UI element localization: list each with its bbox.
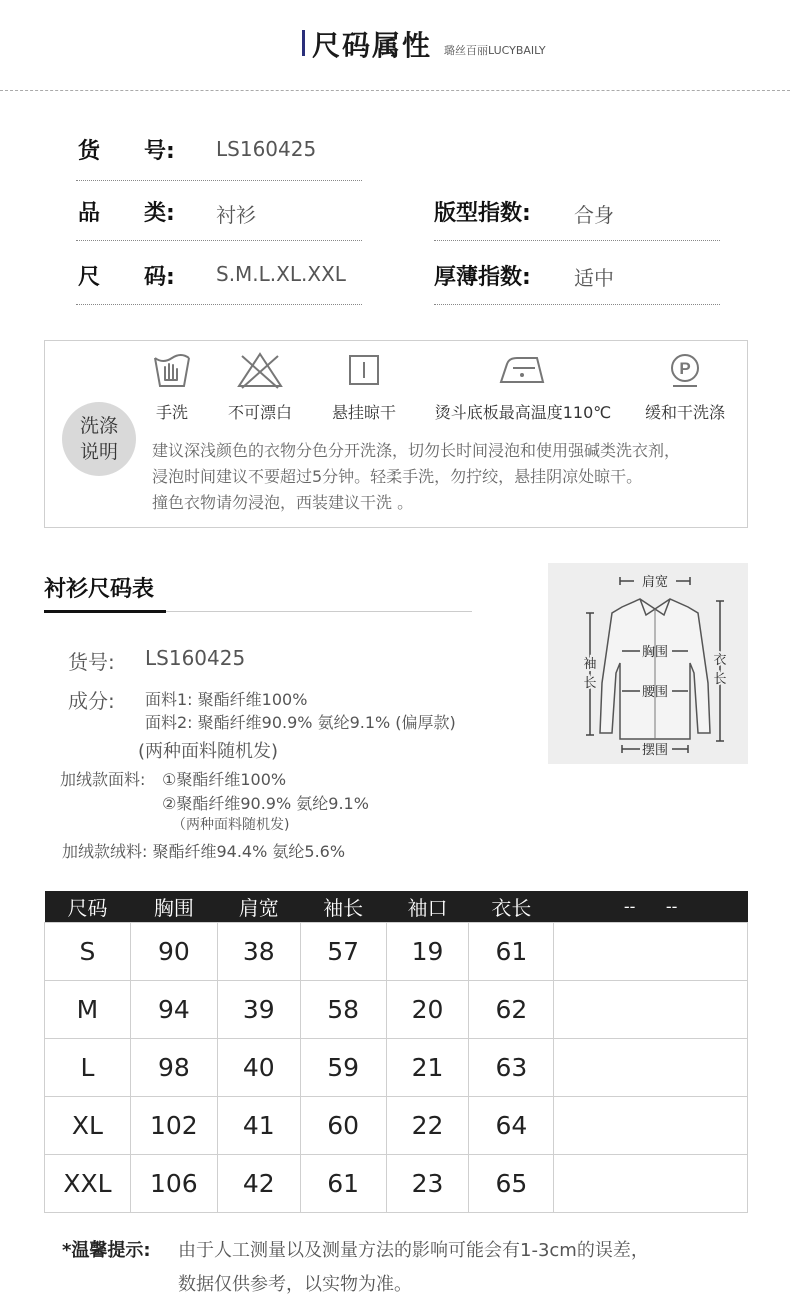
wash-note-line: 撞色衣物请勿浸泡，西装建议干洗 。 — [152, 493, 414, 512]
table-cell: 61 — [300, 1154, 386, 1212]
table-cell: 60 — [300, 1096, 386, 1154]
table-cell: L — [45, 1038, 131, 1096]
table-row — [45, 1096, 748, 1154]
table-row — [45, 922, 748, 980]
item-no-label: 货 号: — [78, 139, 175, 164]
page-title: 尺码属性 — [312, 29, 433, 62]
table-cell: 61 — [469, 922, 554, 980]
table-cell: 22 — [386, 1096, 469, 1154]
label-sleeve-2: 长 — [583, 676, 597, 691]
wash-badge — [62, 402, 136, 476]
col-header: 尺码 — [45, 891, 131, 922]
wash-badge-line2: 说明 — [79, 441, 118, 463]
table-cell: M — [45, 980, 131, 1038]
wash-note-line: 建议深浅颜色的衣物分色分开洗涤，切勿长时间浸泡和使用强碱类洗衣剂， — [152, 441, 681, 460]
header-divider — [0, 90, 790, 91]
table-cell: 102 — [130, 1096, 217, 1154]
wash-badge-line1: 洗涤 — [79, 415, 118, 437]
wash-label: 悬挂晾干 — [331, 403, 396, 422]
table-cell: 58 — [300, 980, 386, 1038]
spec-fabric2: 面料2: 聚酯纤维90.9% 氨纶9.1% (偏厚款) — [145, 713, 456, 732]
table-cell — [554, 1154, 748, 1212]
table-cell: 64 — [469, 1096, 554, 1154]
col-header: 袖长 — [300, 891, 386, 922]
col-header: 胸围 — [130, 891, 217, 922]
col-header: 肩宽 — [217, 891, 300, 922]
attr-divider — [76, 180, 362, 181]
spec-random-note: (两种面料随机发) — [138, 741, 279, 762]
table-cell: 57 — [300, 922, 386, 980]
table-cell: 38 — [217, 922, 300, 980]
wash-note-line: 浸泡时间建议不要超过5分钟。轻柔手洗，勿拧绞，悬挂阴凉处晾干。 — [152, 467, 643, 486]
fit-value: 合身 — [574, 203, 614, 227]
size-table — [44, 891, 748, 1213]
wash-item-no-bleach — [222, 350, 298, 423]
attr-divider — [76, 240, 362, 241]
attr-divider — [434, 304, 720, 305]
thickness-value: 适中 — [574, 266, 614, 290]
table-cell: 90 — [130, 922, 217, 980]
spec-fabric1: 面料1: 聚酯纤维100% — [145, 690, 308, 709]
table-cell: 21 — [386, 1038, 469, 1096]
measurement-diagram — [548, 563, 748, 764]
attr-divider — [76, 304, 362, 305]
col-header: 衣长 — [469, 891, 554, 922]
fit-label: 版型指数: — [434, 201, 531, 226]
table-cell: 94 — [130, 980, 217, 1038]
table-cell: 40 — [217, 1038, 300, 1096]
table-cell: 98 — [130, 1038, 217, 1096]
tip-label: *温馨提示: — [62, 1240, 151, 1261]
iron-icon — [497, 350, 549, 390]
table-cell: 20 — [386, 980, 469, 1038]
table-cell: 23 — [386, 1154, 469, 1212]
label-hem: 摆围 — [641, 743, 669, 758]
wash-label: 不可漂白 — [227, 403, 292, 422]
svg-text:P: P — [679, 359, 691, 378]
wash-label: 缓和干洗涤 — [644, 403, 725, 422]
table-cell: 42 — [217, 1154, 300, 1212]
table-cell: XXL — [45, 1154, 131, 1212]
fleece-option-1: ①聚酯纤维100% — [162, 770, 287, 789]
title-underline — [44, 610, 166, 613]
table-row — [45, 980, 748, 1038]
label-chest: 胸围 — [641, 645, 669, 660]
table-cell: S — [45, 922, 131, 980]
wash-label: 手洗 — [155, 403, 188, 422]
table-cell — [554, 1096, 748, 1154]
dry-clean-icon — [665, 350, 705, 390]
hang-dry-icon — [344, 350, 384, 390]
table-cell: 65 — [469, 1154, 554, 1212]
shirt-outline — [548, 563, 748, 764]
table-row — [45, 1038, 748, 1096]
category-label: 品 类: — [78, 201, 175, 226]
label-waist: 腰围 — [641, 685, 669, 700]
col-header: 袖口 — [386, 891, 469, 922]
label-length-2: 长 — [713, 672, 727, 687]
table-cell: 106 — [130, 1154, 217, 1212]
thickness-label: 厚薄指数: — [434, 265, 531, 290]
wash-item-dry-clean — [640, 350, 730, 423]
no-bleach-icon — [236, 350, 284, 390]
table-cell — [554, 980, 748, 1038]
table-cell: 62 — [469, 980, 554, 1038]
table-cell: 59 — [300, 1038, 386, 1096]
label-sleeve-1: 袖 — [583, 657, 597, 672]
spec-item-no-value: LS160425 — [145, 646, 246, 670]
table-cell: 63 — [469, 1038, 554, 1096]
label-length-1: 衣 — [713, 653, 727, 668]
table-cell — [554, 922, 748, 980]
table-row — [45, 1154, 748, 1212]
table-cell — [554, 1038, 748, 1096]
table-cell: XL — [45, 1096, 131, 1154]
item-no-value: LS160425 — [216, 137, 317, 161]
size-chart-title: 衬衫尺码表 — [44, 577, 155, 602]
fleece-fabric-label: 加绒款面料: — [60, 770, 146, 789]
table-cell: 19 — [386, 922, 469, 980]
table-cell: 39 — [217, 980, 300, 1038]
spec-composition-label: 成分: — [68, 689, 115, 713]
fleece-lining: 加绒款绒料: 聚酯纤维94.4% 氨纶5.6% — [62, 842, 346, 861]
col-header: -- -- — [554, 891, 748, 922]
title-accent-bar — [302, 30, 305, 56]
attr-divider — [434, 240, 720, 241]
wash-item-iron — [430, 350, 616, 423]
title-divider — [166, 611, 472, 612]
tip-line-2: 数据仅供参考，以实物为准。 — [178, 1274, 412, 1295]
fleece-random-note: （两种面料随机发) — [172, 817, 290, 833]
table-cell: 41 — [217, 1096, 300, 1154]
brand-name: 璐丝百丽LUCYBAILY — [444, 44, 546, 57]
wash-item-hang-dry — [328, 350, 400, 423]
category-value: 衬衫 — [216, 203, 256, 227]
table-header-row — [45, 891, 748, 922]
size-value: S.M.L.XL.XXL — [216, 262, 346, 286]
label-shoulder: 肩宽 — [641, 575, 669, 590]
hand-wash-icon — [152, 350, 192, 390]
size-label: 尺 码: — [78, 265, 175, 290]
tip-line-1: 由于人工测量以及测量方法的影响可能会有1-3cm的误差， — [178, 1240, 649, 1261]
spec-item-no-label: 货号: — [68, 650, 115, 674]
wash-label: 烫斗底板最高温度110℃ — [434, 403, 612, 422]
fleece-option-2: ②聚酯纤维90.9% 氨纶9.1% — [162, 794, 369, 813]
wash-item-hand-wash — [150, 350, 194, 423]
